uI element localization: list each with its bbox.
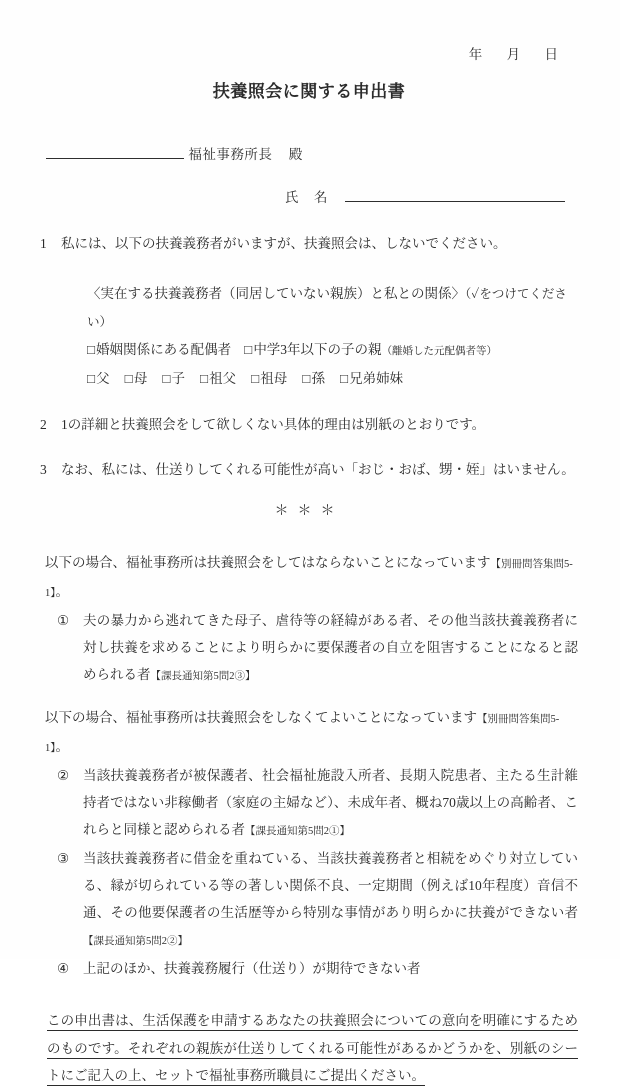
- rule-item-2: [57, 762, 578, 845]
- checkbox-note: （離婚した元配偶者等）: [381, 346, 498, 357]
- office-label: 福祉事務所長: [188, 147, 273, 162]
- intro-text: 以下の場合、福祉事務所は扶養照会をしてはならないことになっています: [45, 555, 491, 570]
- checkbox-icon[interactable]: □: [87, 342, 96, 357]
- statement-item-1: [40, 234, 578, 253]
- legal-reference: 【課長通知第5問2②】: [83, 936, 188, 947]
- checkbox-icon[interactable]: □: [244, 342, 253, 357]
- day-label: 日: [544, 47, 558, 62]
- check-instruction: （✓をつけてください）: [87, 287, 567, 329]
- rules-forbidden-section: [40, 549, 578, 690]
- month-label: 月: [506, 47, 521, 62]
- honorific-label: 殿: [288, 147, 303, 162]
- rule-number: ②: [57, 768, 70, 783]
- footer-note: この申出書は、生活保護を申請するあなたの扶養照会についての意向を明確にするためのものです。それぞれの親族が仕送りしてくれる可能性があるかどうかを、別紙のシートにご記入の上、セットで福祉事務所職員にご提出ください。: [47, 1013, 578, 1083]
- rules-forbidden-intro: [45, 549, 578, 607]
- rule-text: 当該扶養義務者が被保護者、社会福祉施設入所者、長期入院患者、主たる生計維持者ではない非稼働者（家庭の主婦など）、未成年者、概ね70歳以上の高齢者、これらと同様と認められる者【課長通知第5問2①】: [83, 768, 578, 837]
- checkbox-icon[interactable]: □: [162, 371, 171, 386]
- checkbox-option-father[interactable]: [87, 365, 110, 392]
- office-name-field[interactable]: [46, 144, 184, 159]
- checkbox-label: 婚姻関係にある配偶者: [96, 342, 232, 357]
- checkbox-row-1: [87, 336, 578, 365]
- relation-heading: 〈実在する扶養義務者（同居していない親族）と私との関係〉: [87, 286, 465, 301]
- intro-text: 以下の場合、福祉事務所は扶養照会をしなくてよいことになっています: [45, 710, 477, 725]
- rule-number: ③: [57, 851, 70, 866]
- statement-text: 私には、以下の扶養義務者がいますが、扶養照会は、しないでください。: [61, 236, 507, 251]
- rule-number: ①: [57, 613, 70, 628]
- rule-item-3: [57, 845, 578, 955]
- legal-reference: 【別冊問答集問5-1】: [45, 559, 573, 599]
- legal-reference: 【別冊問答集問5-1】: [45, 714, 560, 754]
- checkbox-icon[interactable]: □: [302, 371, 311, 386]
- year-label: 年: [468, 47, 483, 62]
- statement-text: 1の詳細と扶養照会をして欲しくない具体的理由は別紙のとおりです。: [61, 417, 486, 432]
- checkbox-option-mother[interactable]: [125, 365, 148, 392]
- rules-optional-section: [40, 704, 578, 984]
- intro-period: 。: [55, 739, 69, 754]
- legal-reference: 【課長通知第5問2①】: [245, 826, 350, 837]
- name-field[interactable]: [345, 187, 565, 202]
- date-line: [40, 46, 558, 64]
- statement-item-3: [40, 460, 578, 479]
- form-title: 扶養照会に関する申出書: [212, 82, 406, 101]
- checkbox-label: 孫: [311, 371, 325, 386]
- statement-item-2: [40, 415, 578, 434]
- checkbox-label: 祖父: [209, 371, 237, 386]
- addressee-line: [40, 144, 578, 164]
- statement-number: 3: [40, 462, 47, 477]
- checkbox-label: 祖母: [260, 371, 288, 386]
- checkbox-option-spouse[interactable]: [87, 336, 231, 365]
- asterisk-separator: ＊＊＊: [274, 504, 344, 519]
- rule-number: ④: [57, 961, 70, 976]
- statement-number: 2: [40, 417, 47, 432]
- rule-text: 夫の暴力から逃れてきた母子、虐待等の経緯がある者、その他当該扶養義務者に対し扶養を求めることにより明らかに要保護者の自立を阻害することになると認められる者【課長通知第5問2③】: [83, 613, 578, 682]
- statement-text: なお、私には、仕送りしてくれる可能性が高い「おじ・おば、甥・姪」はいません。: [61, 462, 575, 477]
- rule-item-4: [57, 955, 578, 984]
- name-label: 氏 名: [285, 190, 329, 205]
- checkbox-icon[interactable]: □: [339, 371, 349, 386]
- rule-text: 当該扶養義務者に借金を重ねている、当該扶養義務者と相続をめぐり対立している、縁が切られている等の著しい関係不良、一定期間（例えば10年程度）音信不通、その他要保護者の生活歴等から特別な事情があり明らかに扶養ができない者【課長通知第5問2②】: [83, 851, 578, 947]
- rule-text: 上記のほか、扶養義務履行（仕送り）が期待できない者: [83, 961, 421, 976]
- checkbox-icon[interactable]: □: [251, 371, 260, 386]
- checkbox-label: 兄弟姉妹: [349, 371, 404, 386]
- rule-item-1: [57, 607, 578, 690]
- checkbox-icon[interactable]: □: [199, 371, 209, 386]
- statement-number: 1: [40, 236, 47, 251]
- rules-optional-intro: [45, 704, 578, 762]
- name-line: [40, 187, 578, 207]
- checkbox-option-child-parent[interactable]: [244, 336, 497, 365]
- checkbox-option-grandchild[interactable]: [302, 365, 325, 392]
- checkbox-label: 子: [171, 371, 185, 386]
- relation-section: [87, 280, 578, 392]
- checkbox-icon[interactable]: □: [87, 371, 96, 386]
- intro-period: 。: [55, 584, 69, 599]
- checkbox-icon[interactable]: □: [124, 371, 133, 386]
- legal-reference: 【課長通知第5問2③】: [150, 671, 256, 682]
- checkbox-label: 父: [96, 371, 110, 386]
- checkbox-option-siblings[interactable]: [340, 365, 403, 392]
- relation-heading-line: [87, 280, 578, 336]
- checkbox-label: 母: [133, 371, 148, 386]
- checkbox-option-grandmother[interactable]: [251, 365, 287, 392]
- checkbox-option-child[interactable]: [162, 365, 185, 392]
- checkbox-row-2: [87, 365, 578, 392]
- checkbox-option-grandfather[interactable]: [200, 365, 236, 392]
- checkbox-label: 中学3年以下の子の親: [253, 342, 382, 357]
